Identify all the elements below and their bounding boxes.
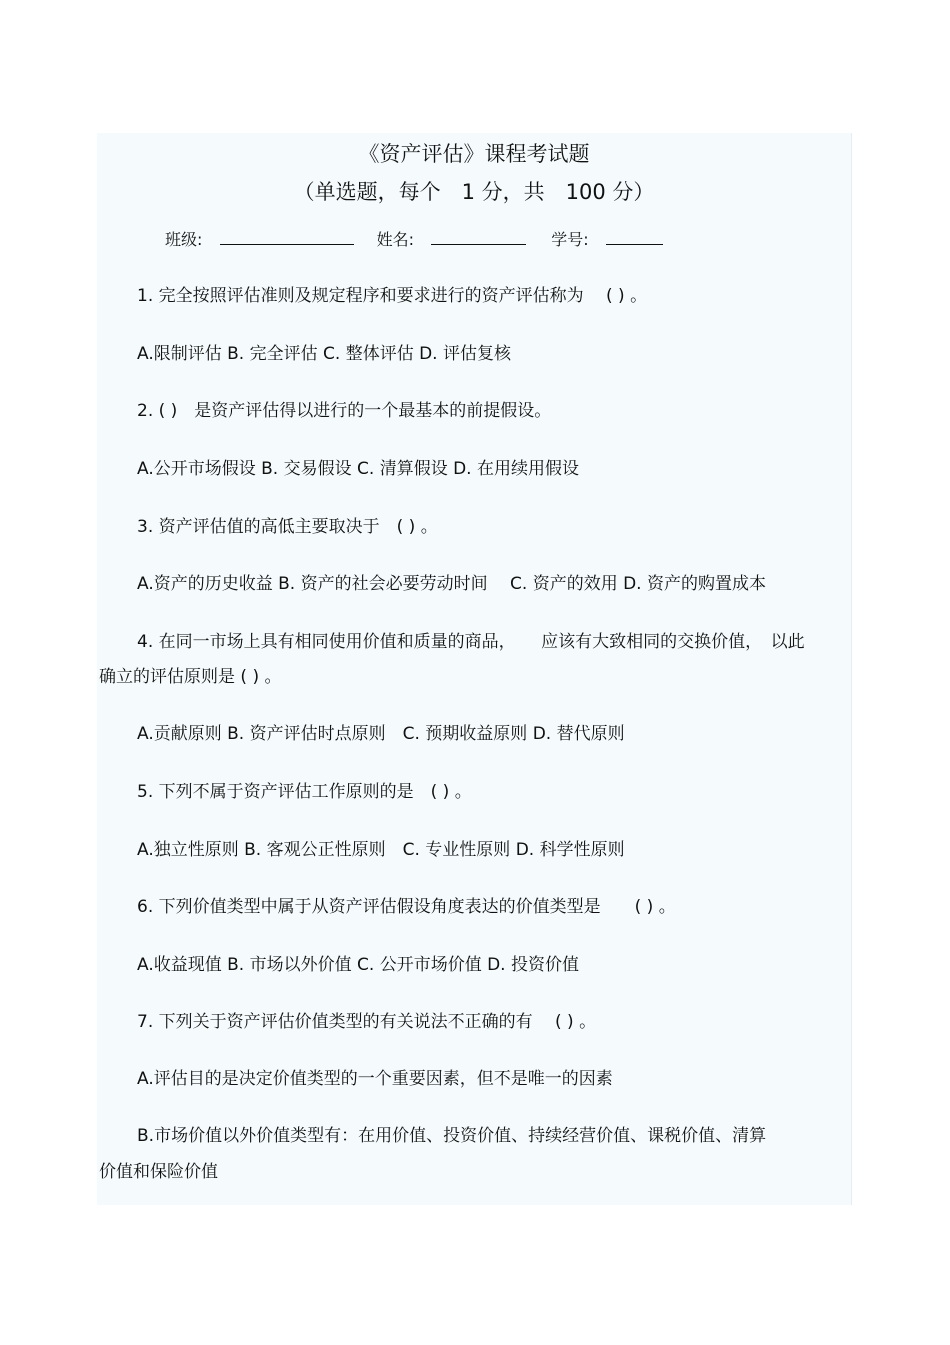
class-blank	[220, 229, 354, 245]
id-blank	[606, 229, 663, 245]
question-4-options: A.贡献原则 B. 资产评估时点原则 C. 预期收益原则 D. 替代原则	[137, 724, 625, 744]
name-blank	[431, 229, 526, 245]
question-7-stem: 7. 下列关于资产评估价值类型的有关说法不正确的有 ( ) 。	[137, 1012, 597, 1032]
page-subtitle: （单选题，每个 1 分，共 100 分）	[293, 180, 655, 204]
question-2-options: A.公开市场假设 B. 交易假设 C. 清算假设 D. 在用续用假设	[137, 459, 579, 479]
question-3-stem: 3. 资产评估值的高低主要取决于 ( ) 。	[137, 517, 438, 537]
question-2-stem: 2. ( ) 是资产评估得以进行的一个最基本的前提假设。	[137, 401, 552, 421]
question-4-stem-line1: 4. 在同一市场上具有相同使用价值和质量的商品， 应该有大致相同的交换价值， 以此	[137, 632, 805, 652]
question-3-options: A.资产的历史收益 B. 资产的社会必要劳动时间 C. 资产的效用 D. 资产的购置成本	[137, 574, 766, 594]
page-title: 《资产评估》课程考试题	[358, 142, 590, 166]
question-5-stem: 5. 下列不属于资产评估工作原则的是 ( ) 。	[137, 782, 472, 802]
class-label: 班级:	[165, 230, 203, 249]
question-4-stem-line2: 确立的评估原则是 ( ) 。	[99, 667, 282, 687]
student-info-row	[165, 229, 663, 250]
question-7-option-b-line2: 价值和保险价值	[99, 1162, 218, 1182]
id-label: 学号:	[551, 230, 589, 249]
exam-page	[97, 133, 852, 1205]
name-label: 姓名:	[376, 230, 414, 249]
question-5-options: A.独立性原则 B. 客观公正性原则 C. 专业性原则 D. 科学性原则	[137, 840, 625, 860]
question-7-option-a: A.评估目的是决定价值类型的一个重要因素，但不是唯一的因素	[137, 1069, 613, 1089]
question-7-option-b-line1: B.市场价值以外价值类型有：在用价值、投资价值、持续经营价值、课税价值、清算	[137, 1126, 767, 1146]
question-6-stem: 6. 下列价值类型中属于从资产评估假设角度表达的价值类型是 ( ) 。	[137, 897, 676, 917]
question-1-options: A.限制评估 B. 完全评估 C. 整体评估 D. 评估复核	[137, 344, 511, 364]
question-6-options: A.收益现值 B. 市场以外价值 C. 公开市场价值 D. 投资价值	[137, 955, 579, 975]
question-1-stem: 1. 完全按照评估准则及规定程序和要求进行的资产评估称为 ( ) 。	[137, 286, 648, 306]
